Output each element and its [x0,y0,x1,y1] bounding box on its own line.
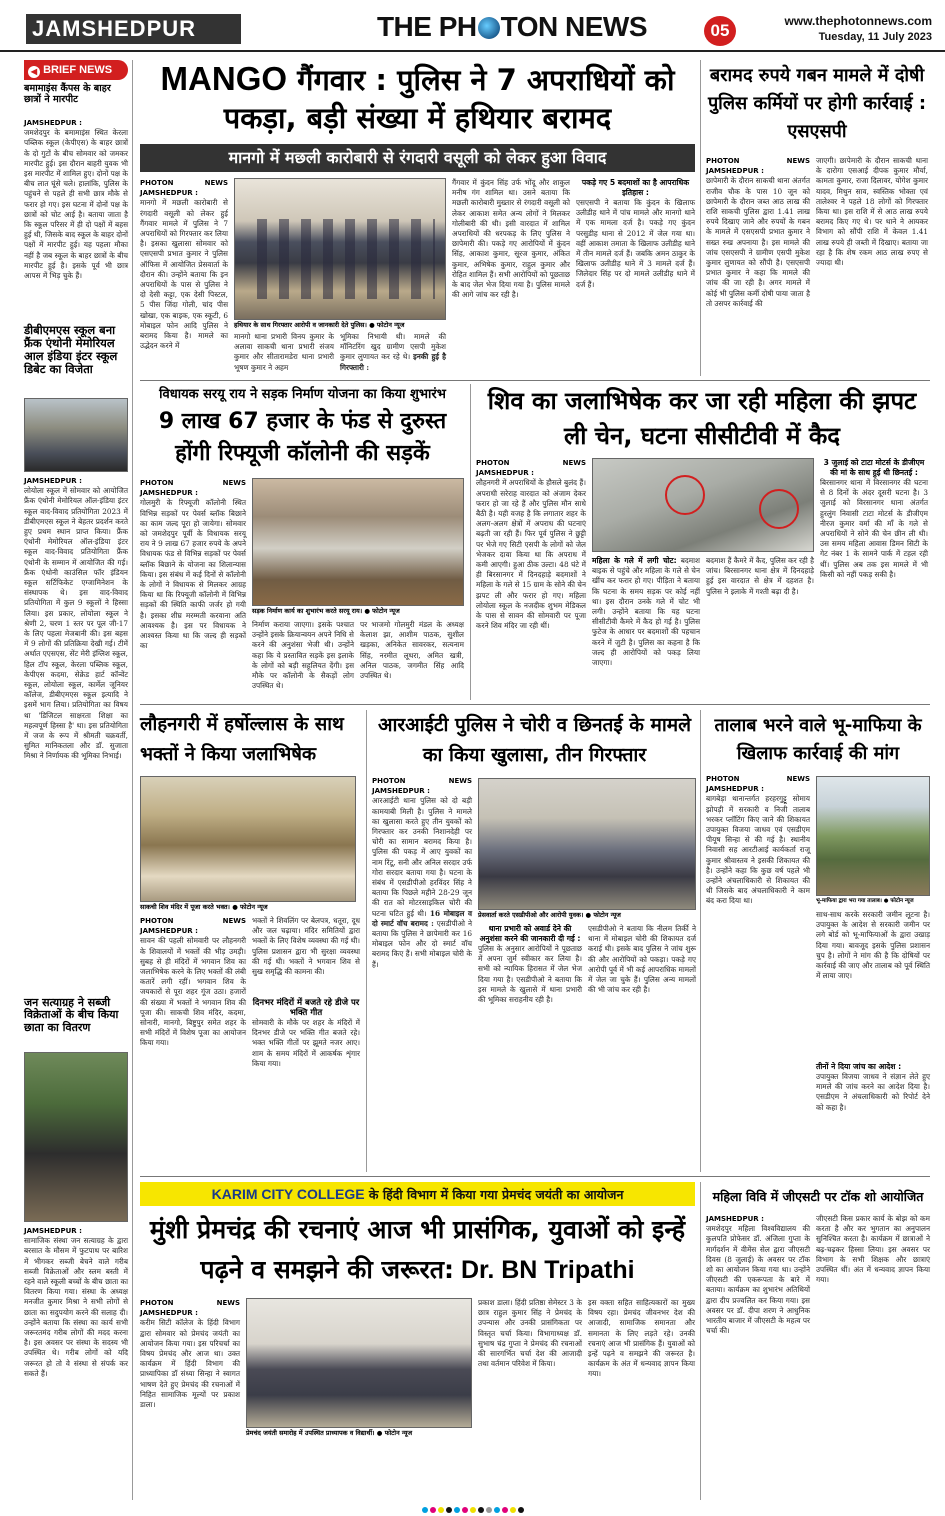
section-label: JAMSHEDPUR [26,14,241,44]
megaphone-icon: ◀ [28,66,40,78]
chain-col-4-head: 3 जुलाई को टाटा मोटर्स के डीजीएम की मां के साथ हुई थी छिनतई : [823,458,925,477]
pond-col-3-head: तीनों ने दिया जांच का आदेश : [816,1062,902,1071]
pond-photo-caption: भू-माफिया द्वारा भरा गया तालाब। ● फोटोन न्यूज [816,896,930,906]
loh-col-1-text: सावन की पहली सोमवारी पर लौहनगरी के शिवालयों में भक्तों की भीड़ उमड़ी। सुबह से ही मंदिरों में भगवान शिव का जलाभिषेक करने के लिए भक्तों की लंबी कतारें लगी रहीं। भगवान शिव के जयकारों से पूरा शहर गूंज उठा। हजारों की संख्या में भक्तों ने भगवान शिव की पूजा की। साकची शिव मंदिर, कदमा, सोनारी, मानगो, बिष्टुपुर समेत शहर के सभी मंदिरों में विशेष पूजा का आयोजन किया गया। [140,936,246,1048]
color-mark [478,1507,484,1513]
brief-headline-2: डीबीएमएस स्कूल बना फ्रैंक एंथोनी मेमोरियल आल इंडिया इंटर स्कूल डिबेट का विजेता [24,323,118,376]
color-mark [430,1507,436,1513]
rit-photo [478,778,696,910]
brief-byline-1: JAMSHEDPUR : [24,119,82,127]
pond-col-2: साथ-साथ करके सरकारी जमीन लूटना है। उपायुक्त के आदेश से सरकारी जमीन पर लगे बोर्ड को भू-माफियाओं के द्वारा उखाड़ दिया गया। बावजूद इसके पुलिस प्रशासन चुप है। लोगों ने मांग की है कि दोषियों पर कार्रवाई की जाए और तालाब को पूर्व स्थिति में लाया जाए। [816,910,930,981]
rit-headline: आरआईटी पुलिस ने चोरी व छिनतई के मामले का किया खुलासा, तीन गिरफ्तार [377,714,692,766]
divider [140,1176,930,1177]
brief-byline-3: JAMSHEDPUR : [24,1227,82,1235]
divider [140,704,930,705]
chain-col-2-head: महिला के गले में लगी चोट: [592,556,677,565]
color-mark [462,1507,468,1513]
lead-col-5 [576,178,695,370]
brief-text-2: लोयोला स्कूल में सोमवार को आयोजित फ्रैंक एंथोनी मेमोरियल ऑल-इंडिया इंटर स्कूल वाद-विवाद प्रतियोगिता 2023 में डीबीएमएस स्कूल ने बेहतर प्रदर्शन करते हुए प्रथम स्थान प्राप्त किया। फ्रैंक एंथोनी मेमोरियल ऑल-इंडिया इंटर स्कूल वाद-विवाद प्रतियोगिता फ्रैंक एंथोनी के सम्मान में आयोजित की गई। फ्रैंक एंथोनी काउंसिल फॉर इंडियन स्कूल सर्टिफिकेट एग्जामिनेशन के संस्थापक थे। इस वाद-विवाद प्रतियोगिता में कुल 9 स्कूलों ने हिस्सा लिया। इस प्रकार, लोयोला स्कूल ने श्रेणी 2, चरण 1 स्तर पर पूल जी-17 के लिए पहला मेजबानी की। इस बहस में 9 लोगों की प्रतिक्रिया देखी गई। टीमें अर्थात एएसएस, सेंट मेरी इंग्लिश स्कूल, हिल टॉप स्कूल, केरला पब्लिक स्कूल, केपीएस कदमा, सेक्रेड हार्ट कॉन्वेंट स्कूल, लोयोला स्कूल, कार्मेल जूनियर कॉलेज, डीबीएमएस स्कूल इत्यादि ने इसमें भाग लिया। प्रतियोगिता का विषय था 'डिजिटल साक्षरता शिक्षा का महत्वपूर्ण हिस्सा है' था। इस प्रतियोगिता में जज के रूप में श्रीमती चक्रवर्ती, सुमित मानिकतला और डॉ. सुजाता मिश्रा ने निर्णायक की भूमिका निभाई। [24,486,128,761]
loh-col-2-head: दिनभर मंदिरों में बजते रहे डीजे पर भक्ति गीत [252,998,360,1018]
rit-col-1-text: आरआईटी थाना पुलिस को दो बड़ी कामयाबी मिली है। पुलिस ने मामले का खुलासा करते हुए तीन युवकों को गिरफ्तार कर उनकी निशानदेही पर चोरी का सामान बरामद किया है। पुलिस की पकड़ में आए युवकों का नाम रिंटू, सनी और अनिल सरदार उर्फ गोरा सरदार बताया गया है। घटना के संबंध में एसडीपीओ हरविंदर सिंह ने बताया कि पिछले महीने 28-29 जून की रात को मोटरसाइकिल चोरी की घटना घटित हुई थी। [372,796,472,918]
color-mark [470,1507,476,1513]
lead-col-1 [140,178,228,351]
loh-col-1 [140,916,246,1172]
embezzle-col-2: जाएगी। छापेमारी के दौरान साकची थाना के दारोगा एसआई दीपक कुमार मौर्या, कामता कुमार, राजा दिलावर, योगेश कुमार यादव, मिथुन साव, स्वस्तिक भोक्ता एवं तालेश्वर ने पहले 18 लोगों को गिरफ्तार किया था। इस राशि में से आठ लाख रुपये बरामद किए गए थे। पर थाने ने आयकर विभाग को सौंपी राशि में केवल 1.41 लाख रुपये ही जब्ती में दिखाए। बताया जा रहा है कि शेष रकम आठ लाख रुपए से ज्यादा थी। [816,156,928,268]
lead-byline: PHOTON NEWS JAMSHEDPUR : [140,179,228,198]
road-kicker: विधायक सरयू राय ने सड़क निर्माण योजना का किया शुभारंभ [159,387,446,402]
college-headline-en: Dr. BN Tripathi [454,1256,635,1284]
logo-text-right: TON NEWS [500,11,648,42]
road-col-1-text: गोलमुरी के रिफ्यूजी कॉलोनी स्थित विभिन्न सड़कों पर पेवर्स ब्लॉक बिछाने का काम जल्द पूरा हो जायेगा। सोमवार को जमशेदपुर पूर्वी के विधायक सरयू राय ने 9 लाख 67 हजार रुपये के अपने विधायक फंड से विभिन्न सड़कों पर पेवर्स ब्लॉक बिछाने के योजना का शिलान्यास किया। इस संबंध में कई दिनों से कॉलोनी के लोगों ने विधायक से मिलकर आग्रह किया था कि रिफ्यूजी कॉलोनी में विभिन्न सड़कों की स्थिति काफी जर्जर हो गयी है। इसका शीघ्र मरम्मती करवाना अति आवश्यक है। इस पर विधायक ने आश्वस्त किया था कि जल्द ही सड़कों का [140,498,246,651]
college-photo [246,1298,472,1428]
logo-globe-icon [478,17,500,39]
pond-headline: तालाब भरने वाले भू-माफिया के खिलाफ कार्रवाई की मांग [714,715,922,764]
color-mark [494,1507,500,1513]
lead-photo-caption: हथियार के साथ गिरफ्तार आरोपी व जानकारी देते पुलिस। ● फोटोन न्यूज [234,320,446,330]
police-figure [245,219,435,299]
rit-col-2-head: थाना प्रभारी को अवार्ड देने की अनुशंसा करने की जानकारी दी गई : [479,924,581,943]
umbrella-photo [24,1052,128,1222]
brief-body-1 [24,118,128,318]
road-byline: PHOTON NEWS JAMSHEDPUR : [140,479,246,498]
women-col-1-text: जमशेदपुर महिला विश्वविद्यालय की कुलपति प्रोफेसर डॉ. अंजिला गुप्ता के मार्गदर्शन में वीमेंस सेल द्वारा जीएसटी दिवस (8 जुलाई) के अवसर पर टॉक शो का आयोजन किया गया था। उन्होंने जीएसटी की एकरूपता के बारे में बताया। कार्यक्रम का शुभारंभ अतिथियों द्वारा दीप प्रज्वलित कर किया गया। इस अवसर पर डॉ. दीपा शरण ने आधुनिक भारतीय बाजार में जीएसटी के महत्व पर चर्चा की। [706,1224,810,1336]
lead-subhead: मानगो में मछली कारोबारी से रंगदारी वसूली को लेकर हुआ विवाद [140,144,695,172]
lead-headline [140,60,695,140]
cctv-photo [592,458,814,552]
pond-col-3-text: उपायुक्त विजया जाधव ने संज्ञान लेते हुए मामले की जांच करने का आदेश दिया है। एसडीएम ने अंचलाधिकारी को रिपोर्ट देने को कहा है। [816,1072,930,1112]
logo-text-left: THE PH [376,11,477,42]
women-col-2: जीएसटी किस प्रकार कार्य के बोझ को कम करता है और कर भुगतान का अनुपालन सुनिश्चित करता है। कार्यक्रम में छात्राओं ने बढ़-चढ़कर हिस्सा लिया। इस अवसर पर विभाग के सभी शिक्षक और छात्राएं उपस्थित थीं। अंत में धन्यवाद ज्ञापन किया गया। [816,1214,930,1285]
college-banner-rest: के हिंदी विभाग में किया गया प्रेमचंद जयंती का आयोजन [364,1187,624,1202]
college-headline [140,1210,695,1294]
pond-photo [816,776,930,896]
chain-col-1 [476,458,586,698]
lead-photo [234,178,446,320]
road-col-2: निर्माण कराया जाएगा। इसके पश्चात उन्होंने इसके क्रियान्वयन अपने निधि से करने की अनुशंसा भेजी थी। उन्होंने कहा कि ये प्रस्तावित सड़कें इस इलाके के लोगों को बड़ी सहूलियत देंगी। इस मौके पर कॉलोनी के सैकड़ों लोग उपस्थित थे। [252,620,354,691]
college-banner-name: KARIM CITY COLLEGE [211,1186,365,1202]
loh-photo-caption: साकची शिव मंदिर में पूजा करते भक्त। ● फोटोन न्यूज [140,902,356,912]
lead-col-3-text: भूमिका निभायी थी। मामले की मॉनिटरिंग खुद ग्रामीण एसपी मुकेश कुमार लुणायत कर रहे थे। [340,332,446,362]
women-headline: महिला विवि में जीएसटी पर टॉक शो आयोजित [712,1189,924,1204]
lead-col-4: गैंगवार में कुंदन सिंह उर्फ भोंदू और शाकुल मनीष गंग शामिल था। उसने बताया कि मछली कारोबारी मुख्तार से रंगदारी वसूली को लेकर आकाश समेत अन्य लोगों ने मिलकर गोलीबारी की थी। इसी वारदात में शामिल अपराधियों की धरपकड़ के लिए पुलिस ने छापेमारी की। पकड़े गए आरोपियों में कुंदन सिंह, आकाश कुमार, सूरज कुमार, अंकित कुमार, अभिषेक कुमार, राहुल कुमार और रोहित शामिल हैं। सभी आरोपियों को पूछताछ के बाद जेल भेज दिया गया है। पुलिस मामले की आगे जांच कर रही है। [452,178,570,300]
brief-headline-3: जन सत्याग्रह ने सब्जी विक्रेताओं के बीच किया छाता का वितरण [24,996,119,1034]
embezzle-col-1-text: छापेमारी के दौरान साकची थाना अंतर्गत राजीव चौक के पास 10 जून को छापेमारी के दौरान जब्त आठ लाख की राशि साकची पुलिस द्वारा 1.41 लाख रुपये दिखाए जाने और रुपयों के गबन के मामले में एसएसपी प्रभात कुमार ने सख्त रुख अपनाया है। इस मामले की जांच एसएसपी ने ग्रामीण एसपी मुकेश कुमार लुणायत को सौंपी है। एसएसपी प्रभात कुमार ने कहा कि मामले की जांच की जा रही है। अगर मामले में कोई भी पुलिस कर्मी दोषी पाया जाता है तो उसपर कार्रवाई की [706,176,810,308]
road-col-3: पर भाजमो गोलमुरी मंडल के अध्यक्ष केलाश झा, आशीम पाठक, सुशील खड़का, अनिकेत सावरकर, सत्यनाम सिंह, नरमीत लूथरा, अमित खत्री, अनिल पाठक, जगमीत सिंह आदि उपस्थित थे। [360,620,464,681]
lead-col-1-text: मानगो में मछली कारोबारी से रंगदारी वसूली को लेकर हुई गैंगवार मामले में पुलिस ने 7 अपराधियों को गिरफ्तार कर लिया है। इसका खुलासा सोमवार को एसएसपी प्रभात कुमार ने पुलिस ऑफिस में आयोजित प्रेसवार्ता के दौरान की। उन्होंने बताया कि इन अपराधियों के पास से पुलिस ने दो देसी कट्टा, एक देसी पिस्टल, 5 पीस जिंदा गोली, चांद पीस खोखा, एक बाइक, एक स्कूटी, 6 मोबाइल फोन आदि पुलिस ने बरामद किया है। मामले का उद्भेदन करने में [140,198,228,351]
pond-byline: PHOTON NEWS JAMSHEDPUR : [706,775,810,794]
pond-col-1 [706,774,810,1172]
loh-headline: लौहनगरी में हर्षोल्लास के साथ भक्तों ने किया जलाभिषेक [140,714,344,765]
brief-news-label: BRIEF NEWS [43,64,113,76]
brief-body-2 [24,476,128,991]
color-mark [486,1507,492,1513]
loh-col-2: भक्तों ने शिवलिंग पर बेलपत्र, धतूरा, दूध और जल चढ़ाया। मंदिर समितियों द्वारा भक्तों के लिए विशेष व्यवस्था की गई थी। पुलिस प्रशासन द्वारा भी सुरक्षा व्यवस्था की गई थी। भक्तों ने भगवान शिव से सुख समृद्धि की कामना की। [252,916,360,977]
color-mark [446,1507,452,1513]
lead-col-5-text: एसएसपी ने बताया कि कुंदन के खिलाफ उलीडीह थाने में पांच मामले और मानगो थाने में एक मामला दर्ज है। पकड़े गए कुंदन परसुडीह थाना से 2012 में जेल गया था। वहीं आकाश तमाता के खिलाफ उलीडीह थाने में तीन मामले दर्ज हैं। जबकि अमन ठाकुर के खिलाफ उलीडीह थाने में 3 मामले दर्ज हैं। जिलेदार सिंह पर दो मामले उलीडीह थाने में दर्ज हैं। [576,198,695,289]
color-mark [454,1507,460,1513]
rit-photo-caption: प्रेसवार्ता करते एसडीपीओ और आरोपी युवक। ● फोटोन न्यूज [478,910,696,920]
women-col-1 [706,1214,810,1500]
lead-col-3-end: इनकी हुई है गिरफ्तारी : [340,352,447,372]
embezzle-headline: बरामद रुपये गबन मामले में दोषी पुलिस कर्मियों पर होगी कार्रवाई : एसएसपी [707,65,927,142]
website-link[interactable]: www.thephotonnews.com [784,14,932,28]
road-col-1 [140,478,246,698]
brief-text-1: जमशेदपुर के बमामाइंस स्थित केरला पब्लिक स्कूल (केपीएस) के बाहर छात्रों के दो गुटों के बीच सोमवार को जमकर मारपीट हुई। इस दौरान बाहरी युवक भी इस मारपीट में शामिल हुए। दोनों पक्ष के बीच लात घूंसे चले। हालांकि, पुलिस के पहुंचने से पहले ही सभी छात्र मौके से फरार हो गए। इस घटना में दोनों पक्ष के छात्रों को चोट आई है। बताया जाता है कि स्कूल परिसर में ही दो पक्षों में बहस हुई थी, जिसके बाद स्कूल के बाहर दोनों पक्षों में मारपीट हुई। यह पहला मौका नहीं है जब स्कूल के बाहर छात्रों के बीच मारपीट हुई है। इसके पूर्व भी छात्र आपस में भिड़ चुके हैं। [24,128,128,281]
loh-col-2b-text: सोमवारी के मौके पर शहर के मंदिरों में दिनभर डीजे पर भक्ति गीत बजते रहे। भक्त भक्ति गीतों पर झूमते नजर आए। शाम के समय मंदिरों में आकर्षक शृंगार किया गया। [252,1018,360,1068]
brief-byline-2: JAMSHEDPUR : [24,477,82,485]
college-photo-caption: प्रेमचंद जयंती समारोह में उपस्थित प्राध्यापक व विद्यार्थी। ● फोटोन न्यूज [246,1428,472,1438]
lead-headline-en: MANGO [160,60,288,97]
divider [140,380,930,381]
newspaper-logo [362,10,662,44]
color-mark [510,1507,516,1513]
cctv-highlight-circle [759,489,799,529]
rit-col-2 [478,924,582,1172]
lead-col-3 [340,332,446,376]
debate-photo [24,398,128,472]
chain-col-2-text: बदमाश बाइक से पहुंचे और महिला के गले से चेन खींच कर फरार हो गए। पीड़िता ने बताया कि घटना के समय सड़क पर कोई नहीं था। इस दौरान उनके गले में चोट भी लगी। उन्होंने बताया कि यह घटना सीसीटीवी कैमरे में कैद हो गई है। पुलिस फुटेज के आधार पर बदमाशों की पहचान करने में जुटी है। पुलिस का कहना है कि जल्द ही आरोपियों को पकड़ लिया जाएगा। [592,556,700,668]
women-byline: JAMSHEDPUR : [706,1215,764,1223]
college-headline-hi: मुंशी प्रेमचंद्र की रचनाएं आज भी प्रासंगिक, युवाओं को इन्हें पढ़ने व समझने की जरूरत: [149,1215,686,1284]
loh-col-2b [252,998,360,1172]
road-photo [252,478,464,606]
rit-byline: PHOTON NEWS JAMSHEDPUR : [372,777,472,796]
college-banner [140,1182,695,1206]
page-number-badge: 05 [704,16,736,46]
pond-col-1-text: बागबेड़ा थानान्तर्गत हरहरगुट्टू सोमाय झोपड़ी में सरकारी व निजी तालाब भरकर प्लॉटिंग किए जाने की शिकायत उपायुक्त विजया जाधव एवं एसडीएम पीयूष सिन्हा से की गई है। स्थानीय निवासी सह आरटीआई कार्यकर्ता राजू कुमार श्रीवास्तव ने इसकी शिकायत की है। उन्होंने कहा कि कुछ वर्ष पहले भी उन्होंने अंचलाधिकारी से शिकायत की थी जिसके बाद अंचलाधिकारी ने काम बंद करा दिया था। [706,794,810,906]
chain-col-2 [592,556,700,698]
divider [132,60,133,1500]
brief-headline-1: बमामाइंस कैंपस के बाहर छात्रों ने मारपीट [24,83,111,105]
divider [700,710,701,1172]
brief-news-column [24,60,128,1500]
chain-headline: शिव का जलाभिषेक कर जा रही महिला की झपट ली चेन, घटना सीसीटीवी में कैद [487,387,917,450]
loh-photo [140,776,356,902]
divider [700,60,701,376]
color-mark [422,1507,428,1513]
embezzle-col-1 [706,156,810,374]
divider [470,384,471,700]
brief-news-header [24,60,128,80]
rit-col-1-head: 16 मोबाइल व दो स्मार्ट वॉच बरामद : [372,908,472,928]
road-photo-caption: सड़क निर्माण कार्य का शुभारंभ करते सरयू राय। ● फोटोन न्यूज [252,606,464,616]
lead-headline-hi: गैंगवार : पुलिस ने 7 अपराधियों को पकड़ा, बड़ी संख्या में हथियार बरामद [223,63,675,135]
college-byline: PHOTON NEWS JAMSHEDPUR : [140,1299,240,1318]
divider [366,710,367,1172]
pond-col-3 [816,1062,930,1172]
issue-date: Tuesday, 11 July 2023 [818,31,932,43]
color-mark [518,1507,524,1513]
loh-byline: PHOTON NEWS JAMSHEDPUR : [140,917,246,936]
brief-text-3: सामाजिक संस्था जन सत्याग्रह के द्वारा बरसात के मौसम में फुटपाथ पर बारिश में भीगकर सब्जी बेचने वाले गरीब सब्जी विक्रेताओं और स्लम बस्ती में रहने वाले स्कूली बच्चों के बीच छाता का वितरण किया गया। संस्था के अध्यक्ष मनजीत कुमार मिश्रा ने सभी लोगों से छाता का सदुपयोग करने की सलाह दी। उन्होंने बताया कि संस्था का कार्य सभी जरूरतमंद गरीब लोगों की मदद करना है। इस अवसर पर संस्था के सदस्य भी उपस्थित थे। गरीब लोगों को यदि जरूरत हो तो वे संस्था से संपर्क कर सकते हैं। [24,1236,128,1378]
rit-col-1 [372,776,472,1172]
college-col-1 [140,1298,240,1500]
college-col-1-text: करीम सिटी कॉलेज के हिंदी विभाग द्वारा सोमवार को प्रेमचंद जयंती का आयोजन किया गया। इस परिचर्चा का विषय प्रेमचंद और आज था। उक्त कार्यक्रम में हिंदी विभाग की प्राध्यापिका डॉ संध्या सिन्हा ने स्वागत भाषण देते हुए प्रेमचंद की रचनाओं में निहित सामाजिक मूल्यों पर प्रकाश डाला। [140,1318,240,1410]
lead-col-2: मानगो थाना प्रभारी विनय कुमार के अलावा साकची थाना प्रभारी संजय कुमार और सीतारामडेरा थाना प्रभारी भूषण कुमार ने अहम [234,332,334,372]
rit-col-1b-text: एसडीपीओ ने बताया कि पुलिस ने छापेमारी कर 16 मोबाइल फोन और दो स्मार्ट वॉच बरामद किए हैं। सभी मोबाइल चोरी के हैं। [372,918,472,969]
college-col-2: प्रकाश डाला। हिंदी प्रतिष्ठा सेमेस्टर 3 के छात्र राहुल कुमार सिंह ने प्रेमचंद के उपन्यास और उनकी प्रासंगिकता पर विस्तृत चर्चा किया। विभागाध्यक्ष डॉ. सुभाष चंद्र गुप्ता ने प्रेमचंद की रचनाओं की सारगर्भित चर्चा देश की आजादी तथा वर्तमान परिवेश में किया। [478,1298,582,1369]
cctv-highlight-circle [665,475,705,515]
brief-body-3 [24,1226,128,1456]
chain-col-4 [820,458,928,698]
color-mark [502,1507,508,1513]
print-color-marks [300,1504,645,1512]
chain-col-1-text: लौहनगरी में अपराधियों के हौसले बुलंद हैं। अपराधी सरेराह वारदात को अंजाम देकर फरार हो जा रहे हैं और पुलिस मौन साधे बैठी है। यही वजह है कि लगातार शहर के अलग-अलग क्षेत्रों में अपराध की घटनाएं बढ़ती जा रही हैं। फिर पूर्व पुलिस ने छुट्टी पर भेजे गए सिटी एसपी के लोगों को जेल भेजकर दावा किया था कि अपराध में कमी आएगी। हुआ ठीक उल्टा। 48 घंटे में ही बिरसानगर में दिनदहाड़े बदमाशों ने महिला के गले से 15 ग्राम के सोने की चेन झपट ली और फरार हो गए। महिला लोयोला स्कूल के नजदीक शुभम मेडिकल के पास से सावन की सोमवारी पर पूजा करने शिव मंदिर जा रही थीं। [476,478,586,631]
chain-col-3: बदमाश हैं कैमरे में कैद, पुलिस कर रही है जांच। बिरसानगर थाना क्षेत्र में दिनदहाड़े हुई इस वारदात से क्षेत्र में दहशत है। पुलिस ने इलाके में गश्ती बढ़ा दी है। [706,556,814,596]
color-mark [438,1507,444,1513]
embezzle-byline: PHOTON NEWS JAMSHEDPUR : [706,157,810,176]
road-headline: 9 लाख 67 हजार के फंड से दुरुस्त होंगी रिफ्यूजी कॉलोनी की सड़कें [158,409,447,466]
chain-byline: PHOTON NEWS JAMSHEDPUR : [476,459,586,478]
masthead [0,0,945,52]
rit-col-3: एसडीपीओ ने बताया कि नीलम तिर्की ने थाना में मोबाइल चोरी की शिकायत दर्ज कराई थी। इसके बाद पुलिस ने जांच शुरू की और आरोपियों को पकड़ा। पकड़े गए आरोपी पूर्व में भी कई आपराधिक मामलों में जेल जा चुके हैं। पुलिस अन्य मामलों की भी जांच कर रही है। [588,924,696,995]
chain-col-4-text: बिरसानगर थाना में विरसानगर की घटना से 8 दिनों के अंदर दूसरी घटना है। 3 जुलाई को विरसानगर थाना अंतर्गत हुरलुंग निवासी टाटा मोटर्स के डीजीएम नीरज कुमार वर्मा की माँ के गले से अपराधियों ने सोने की चेन छीन ली थी। उस समय महिला आवास डिमन सिटी के गेट नंबर 1 के सामने पार्क में टहल रही थीं। पुलिस अब तक इस मामले में भी किसी को नहीं पकड़ सकी है। [820,478,928,579]
college-col-3: इस वक्ता सहित साहित्यकारों का मुख्य विषय रहा। प्रेमचंद जीवनभर देश की आजादी, सामाजिक समानता और समानता के लिए लड़ते रहे। उनकी रचनाएं आज भी प्रासंगिक हैं। युवाओं को इन्हें पढ़ने व समझने की जरूरत है। कार्यक्रम के अंत में धन्यवाद ज्ञापन किया गया। [588,1298,695,1379]
rit-col-2-text: पुलिस के अनुसार आरोपियों ने पूछताछ में अपना जुर्म स्वीकार कर लिया है। सभी को न्यायिक हिरासत में जेल भेज दिया गया है। एसडीपीओ ने बताया कि इस मामले के खुलासे में थाना प्रभारी की भूमिका सराहनीय रही है। [478,944,582,1005]
lead-col-5-head: पकड़े गए 5 बदमाशों का है आपराधिक इतिहास : [581,178,690,197]
divider [700,1182,701,1500]
